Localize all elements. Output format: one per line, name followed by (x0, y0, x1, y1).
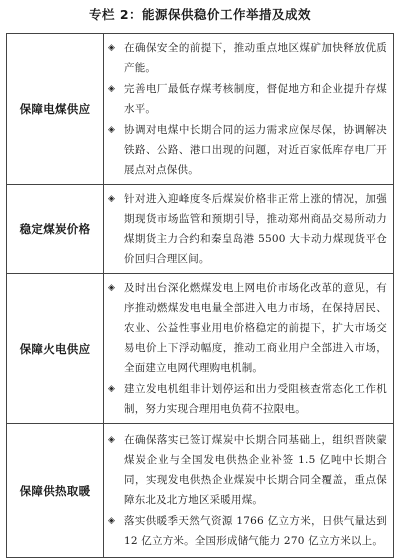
list-item (108, 278, 387, 378)
row-label-heating: 保障供热取暖 (7, 424, 104, 558)
list-item (108, 79, 387, 119)
row-label-coal-price: 稳定煤炭价格 (7, 185, 104, 274)
item-text: 及时出台深化燃煤发电上网电价市场化改革的意见，有序推动燃煤发电电量全部进入电力市场，在保持居民、农业、公益性事业用电价格稳定的前提下，扩大市场交易电价上下浮动幅度，推动工商业用户全部进入市场，全面建立电网代理购电机制。 (124, 282, 387, 374)
diamond-bullet-icon: ◈ (108, 283, 115, 293)
diamond-bullet-icon: ◈ (108, 125, 115, 135)
item-text: 协调对电煤中长期合同的运力需求应保尽保，协调解决铁路、公路、港口出现的问题，对近百家低库存电厂开展点对点保供。 (124, 124, 387, 176)
list-item (108, 379, 387, 419)
page-title: 专栏 2：能源保供稳价工作举措及成效 (88, 7, 312, 22)
item-text: 完善电厂最低存煤考核制度，督促地方和企业提升存煤水平。 (124, 83, 387, 115)
row-label-thermal-power: 保障火电供应 (7, 274, 104, 424)
diamond-bullet-icon: ◈ (108, 43, 115, 53)
item-text: 在确保落实已签订煤炭中长期合同基础上，组织晋陕蒙煤炭企业与全国发电供热企业补签 1.5 亿吨中长期合同，实现发电供热企业煤炭中长期合同全覆盖，重点保障东北及北方地区采暖用煤。 (124, 434, 387, 506)
table-row (7, 34, 394, 185)
item-text: 落实供暖季天然气资源 1766 亿立方米，日供气量达到 12 亿立方米。全国形成储气能力 270 亿立方米以上。 (124, 515, 387, 547)
list-item (108, 511, 387, 551)
row-content (104, 185, 394, 274)
item-text: 在确保安全的前提下，推动重点地区煤矿加快释放优质产能。 (124, 42, 387, 74)
diamond-bullet-icon: ◈ (108, 384, 115, 394)
item-text: 针对进入迎峰度冬后煤炭价格非正常上涨的情况，加强期现货市场监管和预期引导，推动郑州商品交易所动力煤期货主力合约和秦皇岛港 5500 大卡动力煤现货平仓价回归合理区间。 (124, 193, 387, 265)
diamond-bullet-icon: ◈ (108, 194, 115, 204)
diamond-bullet-icon: ◈ (108, 84, 115, 94)
item-text: 建立发电机组非计划停运和出力受阻核查常态化工作机制，努力实现合理用电负荷不拉限电。 (124, 383, 387, 415)
row-content (104, 34, 394, 185)
list-item (108, 38, 387, 78)
list-item (108, 120, 387, 180)
list-item (108, 430, 387, 510)
table-row (7, 185, 394, 274)
row-content (104, 274, 394, 424)
row-content (104, 424, 394, 558)
table-row (7, 274, 394, 424)
measures-table (6, 33, 394, 558)
row-label-coal-supply: 保障电煤供应 (7, 34, 104, 185)
list-item (108, 189, 387, 269)
diamond-bullet-icon: ◈ (108, 516, 115, 526)
table-row (7, 424, 394, 558)
diamond-bullet-icon: ◈ (108, 435, 115, 445)
